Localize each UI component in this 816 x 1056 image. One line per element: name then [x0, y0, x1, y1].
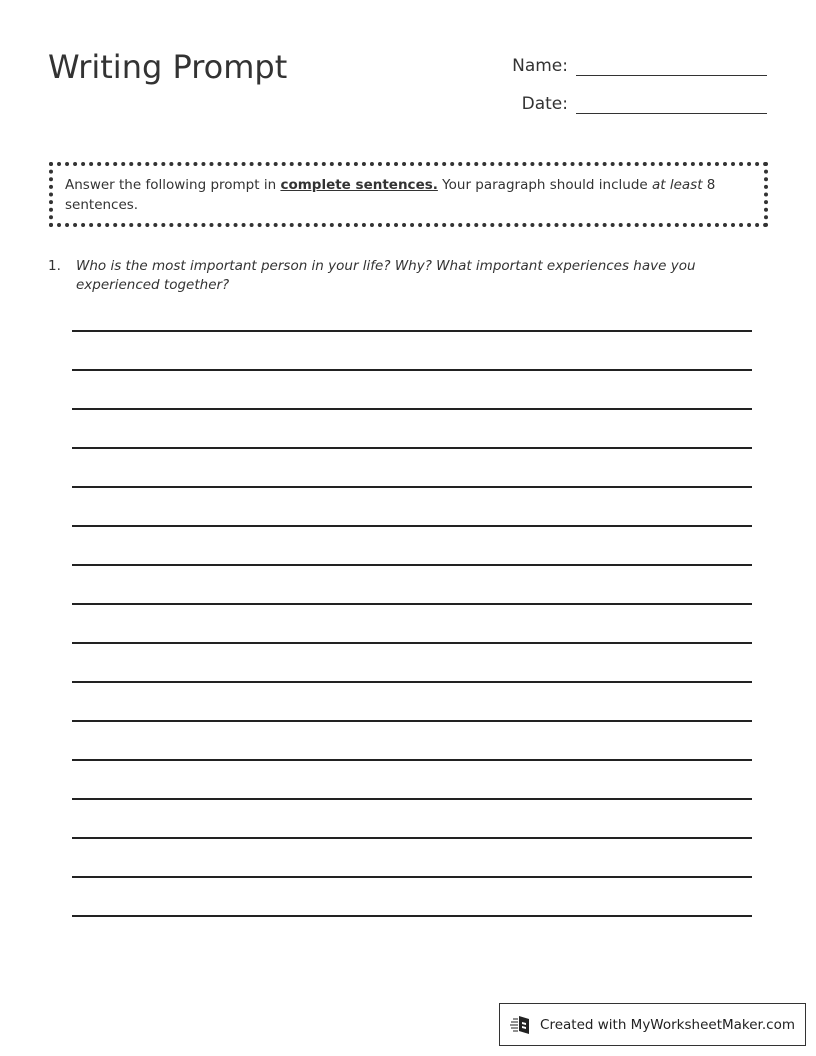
footer-credit: [499, 1003, 806, 1046]
page-title: Writing Prompt: [48, 48, 288, 86]
instructions-text-part2: Your paragraph should include: [437, 177, 652, 193]
writing-lines: [72, 330, 752, 917]
writing-line[interactable]: [72, 839, 752, 878]
writing-line[interactable]: [72, 722, 752, 761]
question-item: [48, 257, 768, 295]
worksheet-maker-logo-icon: [510, 1014, 534, 1036]
instructions-box: [49, 162, 768, 227]
writing-line[interactable]: [72, 410, 752, 449]
instructions-text-part3: 8 sentences.: [65, 177, 716, 213]
writing-line[interactable]: [72, 332, 752, 371]
writing-line[interactable]: [72, 371, 752, 410]
writing-line[interactable]: [72, 449, 752, 488]
footer-text: Created with MyWorksheetMaker.com: [540, 1016, 795, 1033]
instructions-text-part1: Answer the following prompt in: [65, 177, 281, 193]
question-text: Who is the most important person in your life? Why? What important experiences have you experienced together?: [76, 258, 696, 293]
writing-line[interactable]: [72, 605, 752, 644]
date-field-row: [498, 92, 767, 114]
instructions-italic: at least: [652, 177, 703, 193]
writing-line[interactable]: [72, 800, 752, 839]
name-input-line[interactable]: [576, 54, 767, 76]
date-input-line[interactable]: [576, 92, 767, 114]
name-label: Name:: [512, 56, 568, 76]
writing-line[interactable]: [72, 566, 752, 605]
writing-line[interactable]: [72, 488, 752, 527]
writing-line[interactable]: [72, 683, 752, 722]
writing-line[interactable]: [72, 878, 752, 917]
writing-line[interactable]: [72, 761, 752, 800]
question-number: 1.: [48, 258, 61, 274]
date-label: Date:: [521, 94, 568, 114]
name-field-row: [498, 54, 767, 76]
instructions-emphasis: complete sentences.: [280, 177, 438, 193]
writing-line[interactable]: [72, 527, 752, 566]
writing-line[interactable]: [72, 644, 752, 683]
